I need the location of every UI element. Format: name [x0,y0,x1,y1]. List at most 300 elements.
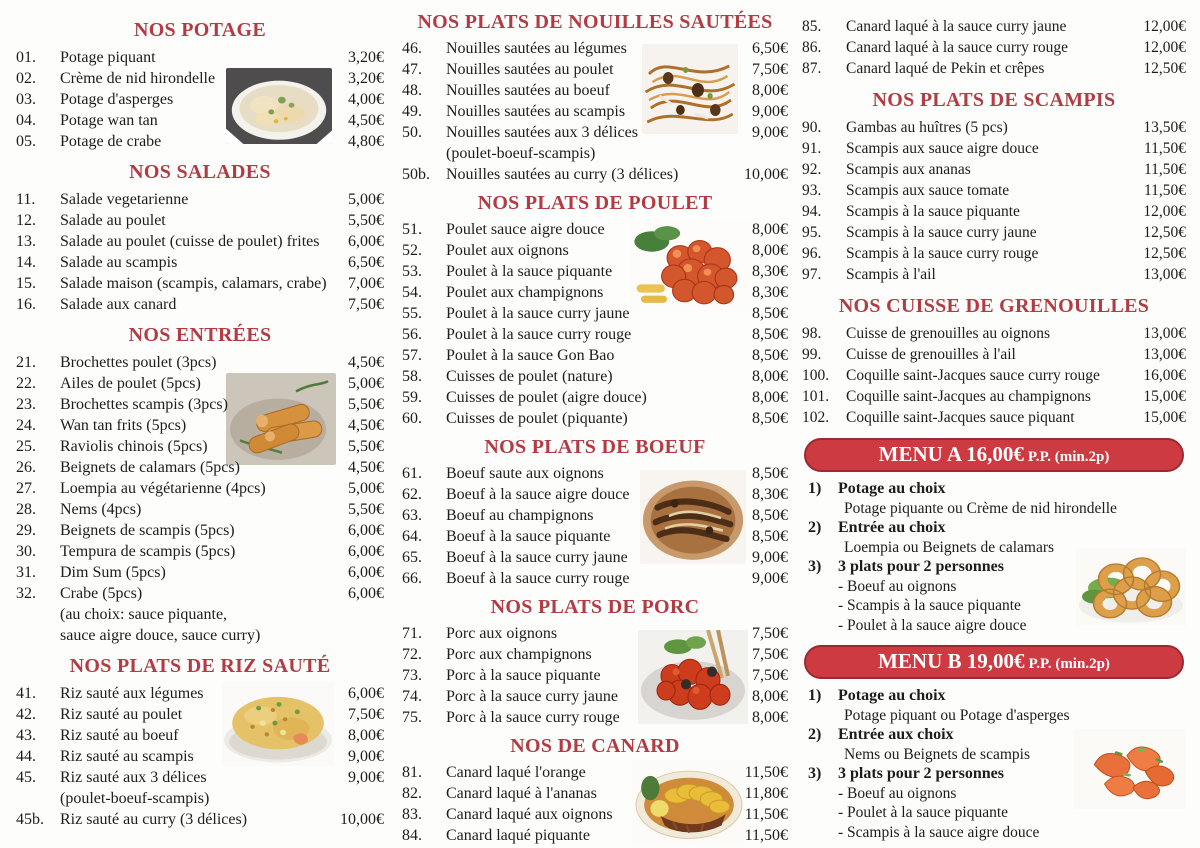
item-price: 4,80€ [348,133,384,150]
item-price: 4,00€ [348,91,384,108]
item-number: 45b. [16,811,44,828]
item-number: 27. [16,480,36,497]
item-price: 9,00€ [752,549,788,566]
item-number: 97. [802,266,822,283]
item-number: 98. [802,325,822,342]
item-price: 5,00€ [348,191,384,208]
item-number: 58. [402,368,422,385]
menu-entry-line: Nems ou Beignets de scampis [844,745,1030,763]
section-title: NOS PLATS DE SCAMPIS [872,89,1116,111]
menu-item [16,704,384,725]
section-nos-plats-de-nouilles-sautees [402,11,788,185]
item-number: 52. [402,242,422,259]
item-number: 57. [402,347,422,364]
menu-entry-title: Entrée aux choix [838,726,954,743]
item-name: Salade vegetarienne [60,191,189,208]
item-number: 55. [402,305,422,322]
item-price: 7,50€ [752,61,788,78]
menu-item [402,526,788,547]
item-price: 11,50€ [1143,161,1186,178]
menu-item [802,407,1186,428]
menu-entry-line: Loempia ou Beignets de calamars [844,538,1055,556]
item-number: 28. [16,501,36,518]
section-title: NOS POTAGE [133,19,267,41]
section-menu-a [802,438,1186,635]
menu-entry [802,764,1186,784]
item-name: Canard laqué aux oignons [446,806,613,823]
item-number: 44. [16,748,36,765]
item-number: 101. [802,388,830,405]
item-name: Nouilles sautées aux 3 délices [446,124,638,141]
item-number: 90. [802,119,822,136]
item-price: 5,50€ [348,212,384,229]
item-price: 6,00€ [348,685,384,702]
item-number: 11. [16,191,36,208]
section-nos-plats-de-porc [402,596,788,728]
item-name: Cuisses de poulet (aigre douce) [446,389,647,406]
menu-item [16,746,384,767]
menu-column [796,0,1200,848]
item-name: Poulet à la sauce curry jaune [446,305,630,322]
item-name: Salade au poulet [60,212,166,229]
menu-item [402,408,788,429]
item-price: 8,00€ [348,727,384,744]
item-price: 9,00€ [348,748,384,765]
item-number: 50b. [402,166,430,183]
menu-entry-title: Entrée au choix [838,519,946,536]
menu-item [402,825,788,846]
item-number: 50. [402,124,422,141]
menu-item [402,463,788,484]
menu-entry [802,479,1186,499]
item-number: 23. [16,396,36,413]
menu-entry-number: 1) [808,480,822,497]
section-nos-entrees [16,324,384,646]
item-price: 15,00€ [1143,388,1186,405]
item-number: 95. [802,224,822,241]
item-price: 12,50€ [1143,224,1186,241]
item-name: Porc à la sauce piquante [446,667,601,684]
item-price: 10,00€ [340,811,384,828]
menu-item [16,47,384,68]
item-name: Riz sauté aux légumes [60,685,204,702]
item-price: 7,00€ [348,275,384,292]
item-name: Tempura de scampis (5pcs) [60,543,236,560]
menu-item [16,394,384,415]
item-price: 8,50€ [752,465,788,482]
menu-item [402,644,788,665]
item-number: 46. [402,40,422,57]
item-number: 99. [802,346,822,363]
item-price: 4,50€ [348,417,384,434]
item-name: Canard laqué de Pekin et crêpes [846,60,1045,77]
item-number: 05. [16,133,36,150]
item-number: 30. [16,543,36,560]
item-price: 5,50€ [348,438,384,455]
item-number: 48. [402,82,422,99]
item-number: 64. [402,528,422,545]
item-number: 85. [802,18,822,35]
menu-item [402,484,788,505]
menu-entry [802,686,1186,706]
menu-item [402,282,788,303]
menu-item [402,240,788,261]
item-number: 65. [402,549,422,566]
item-name: Coquille saint-Jacques sauce curry rouge [846,367,1100,384]
item-name: Poulet aux champignons [446,284,604,301]
item-price: 4,50€ [348,112,384,129]
menu-item [16,189,384,210]
menu-item [802,16,1186,37]
item-price: 11,50€ [744,806,788,823]
item-number: 66. [402,570,422,587]
menu-item [802,180,1186,201]
section-title: NOS PLATS DE BOEUF [484,436,706,458]
item-price: 12,50€ [1143,245,1186,262]
menu-item [16,415,384,436]
item-name: Coquille saint-Jacques au champignons [846,388,1091,405]
item-price: 11,50€ [1143,182,1186,199]
item-number: 14. [16,254,36,271]
menu-item [402,164,788,185]
item-price: 9,00€ [752,103,788,120]
item-name: Poulet sauce aigre douce [446,221,605,238]
item-price: 10,00€ [744,166,788,183]
menu-entry-title: Potage au choix [838,687,946,704]
item-number: 22. [16,375,36,392]
item-name: Scampis à la sauce curry rouge [846,245,1039,262]
menu-banner-title: MENU A 16,00€ [878,442,1024,466]
section-nos-plats-de-poulet [402,192,788,429]
item-price: 3,20€ [348,49,384,66]
menu-banner-suffix: P.P. (min.2p) [1027,449,1110,465]
item-number: 59. [402,389,422,406]
item-price: 9,00€ [752,570,788,587]
item-number: 100. [802,367,830,384]
menu-item [402,387,788,408]
menu-banner-suffix: P.P. (min.2p) [1028,656,1110,672]
item-number: 82. [402,785,422,802]
menu-item [16,457,384,478]
menu-item [16,110,384,131]
item-name: Gambas au huîtres (5 pcs) [846,119,1008,136]
item-name: Scampis aux ananas [846,161,971,178]
item-name: Raviolis chinois (5pcs) [60,438,208,455]
menu-entry-title: Potage au choix [838,480,946,497]
item-price: 6,00€ [348,543,384,560]
menu-item [402,219,788,240]
item-price: 8,50€ [752,305,788,322]
menu-item [802,58,1186,79]
item-name: Riz sauté au curry (3 délices) [60,811,248,828]
item-name: Nouilles sautées au curry (3 délices) [446,166,679,183]
item-name: Canard laqué à la sauce curry rouge [846,39,1069,56]
item-number: 94. [802,203,822,220]
menu-entry-number: 3) [808,765,822,782]
item-note: (poulet-boeuf-scampis) [60,790,210,807]
item-number: 54. [402,284,422,301]
item-name: Riz sauté au poulet [60,706,183,723]
menu-item [802,37,1186,58]
item-price: 13,00€ [1143,346,1186,363]
item-number: 49. [402,103,422,120]
item-number: 72. [402,646,422,663]
menu-entry-line: - Boeuf au oignons [838,784,957,802]
item-name: Boeuf à la sauce aigre douce [446,486,630,503]
section-title: NOS PLATS DE POULET [477,192,713,214]
section-nos-potage [16,19,384,152]
item-price: 6,00€ [348,233,384,250]
menu-item [802,138,1186,159]
menu-item [402,804,788,825]
item-name: Canard laqué piquante [446,827,590,844]
item-number: 63. [402,507,422,524]
item-price: 11,80€ [744,785,788,802]
menu-item [402,366,788,387]
menu-item [16,478,384,499]
item-number: 02. [16,70,36,87]
menu-item [402,324,788,345]
menu-item [802,344,1186,365]
item-number: 16. [16,296,36,313]
menu-entry-number: 2) [808,726,822,743]
item-name: Brochettes scampis (3pcs) [60,396,228,413]
menu-item [802,201,1186,222]
item-number: 12. [16,212,36,229]
section-title: NOS PLATS DE NOUILLES SAUTÉES [417,11,773,33]
section-title: NOS ENTRÉES [128,324,272,346]
item-name: Nouilles sautées au scampis [446,103,626,120]
item-price: 9,00€ [752,124,788,141]
item-name: Porc aux champignons [446,646,592,663]
item-number: 81. [402,764,422,781]
item-name: Potage wan tan [60,112,158,129]
item-number: 56. [402,326,422,343]
item-price: 5,00€ [348,480,384,497]
item-price: 8,50€ [752,528,788,545]
item-name: Cuisses de poulet (piquante) [446,410,628,427]
item-price: 8,30€ [752,284,788,301]
item-number: 04. [16,112,36,129]
menu-entry-title: 3 plats pour 2 personnes [838,765,1004,782]
item-price: 13,00€ [1143,266,1186,283]
item-number: 96. [802,245,822,262]
item-name: Potage de crabe [60,133,162,150]
menu-item [402,345,788,366]
menu-item [402,122,788,143]
menu-item [802,243,1186,264]
item-price: 8,50€ [752,507,788,524]
item-price: 4,50€ [348,354,384,371]
menu-item [16,683,384,704]
item-name: Ailes de poulet (5pcs) [60,375,201,392]
item-number: 87. [802,60,822,77]
menu-item [16,541,384,562]
item-name: Poulet aux oignons [446,242,569,259]
item-number: 32. [16,585,36,602]
item-price: 5,50€ [348,396,384,413]
menu-column [390,0,796,848]
item-name: Potage d'asperges [60,91,174,108]
menu-item [16,373,384,394]
item-price: 6,00€ [348,585,384,602]
item-name: Crème de nid hirondelle [60,70,216,87]
item-number: 84. [402,827,422,844]
menu-banner-title: MENU B 19,00€ [878,649,1025,673]
section-nos-salades [16,161,384,315]
menu-item [16,294,384,315]
menu-item [16,210,384,231]
menu-item [402,762,788,783]
item-number: 01. [16,49,36,66]
section-title: NOS DE CANARD [510,735,680,757]
item-price: 11,50€ [744,827,788,844]
menu-entry-number: 2) [808,519,822,536]
menu-item [402,686,788,707]
menu-item [802,222,1186,243]
menu-item [16,520,384,541]
menu-item [16,809,384,830]
item-name: Beignets de calamars (5pcs) [60,459,240,476]
item-name: Boeuf à la sauce piquante [446,528,611,545]
menu-item [16,767,384,788]
menu-item [402,38,788,59]
item-name: Brochettes poulet (3pcs) [60,354,217,371]
item-name: Nouilles sautées au légumes [446,40,627,57]
item-number: 31. [16,564,36,581]
item-number: 53. [402,263,422,280]
item-number: 41. [16,685,36,702]
menu-entry-line: Potage piquante ou Crème de nid hirondelle [844,499,1117,517]
menu-entry-line: - Scampis à la sauce aigre douce [838,823,1040,841]
item-number: 93. [802,182,822,199]
section-title: NOS PLATS DE RIZ SAUTÉ [69,655,331,677]
menu-item [16,583,384,604]
item-number: 21. [16,354,36,371]
section-nos-plats-de-scampis [802,89,1186,285]
item-name: Porc à la sauce curry rouge [446,709,620,726]
menu-banner [804,645,1184,679]
menu-item [402,568,788,589]
item-name: Boeuf au champignons [446,507,594,524]
item-name: Boeuf à la sauce curry rouge [446,570,630,587]
item-name: Riz sauté au boeuf [60,727,179,744]
menu-item [16,252,384,273]
item-name: Cuisses de poulet (nature) [446,368,613,385]
item-number: 42. [16,706,36,723]
item-name: Boeuf à la sauce curry jaune [446,549,628,566]
item-name: Porc à la sauce curry jaune [446,688,618,705]
item-price: 5,50€ [348,501,384,518]
item-price: 7,50€ [752,625,788,642]
item-name: Salade au scampis [60,254,178,271]
item-name: Dim Sum (5pcs) [60,564,166,581]
item-note: (poulet-boeuf-scampis) [446,145,596,162]
item-price: 15,00€ [1143,409,1186,426]
menu-item [402,101,788,122]
item-name: Canard laqué à la sauce curry jaune [846,18,1067,35]
menu-entry-title: 3 plats pour 2 personnes [838,558,1004,575]
menu-entry-line: Potage piquant ou Potage d'asperges [844,706,1070,724]
item-name: Scampis à la sauce piquante [846,203,1020,220]
item-number: 43. [16,727,36,744]
section-menu-b [802,645,1186,842]
item-name: Nouilles sautées au boeuf [446,82,610,99]
item-price: 6,00€ [348,564,384,581]
item-number: 61. [402,465,422,482]
section-nos-cuisse-de-grenouilles [802,295,1186,428]
menu-entry-number: 3) [808,558,822,575]
menu-entry-line: - Scampis à la sauce piquante [838,597,1021,614]
menu-item [402,623,788,644]
menu-item [402,59,788,80]
item-price: 12,50€ [1143,60,1186,77]
item-price: 3,20€ [348,70,384,87]
menu-entry-number: 1) [808,687,822,704]
item-name: Cuisse de grenouilles au oignons [846,325,1051,342]
item-number: 71. [402,625,422,642]
section-nos-de-canard [402,735,788,846]
item-price: 8,00€ [752,242,788,259]
item-number: 73. [402,667,422,684]
menu-item [16,89,384,110]
item-number: 03. [16,91,36,108]
menu-entry-line: - Poulet à la sauce piquante [838,804,1009,821]
item-price: 12,00€ [1143,18,1186,35]
item-number: 75. [402,709,422,726]
item-number: 86. [802,39,822,56]
item-name: Scampis aux sauce tomate [846,182,1010,199]
item-price: 8,50€ [752,347,788,364]
menu-item [802,323,1186,344]
menu-item [16,68,384,89]
item-name: Loempia au végétarienne (4pcs) [60,480,266,497]
item-name: Riz sauté au scampis [60,748,194,765]
menu-item [402,783,788,804]
menu-item [16,725,384,746]
item-price: 8,00€ [752,221,788,238]
menu-item [802,264,1186,285]
item-number: 51. [402,221,422,238]
item-name: Canard laqué à l'ananas [446,785,597,802]
menu-entry-line: - Boeuf au oignons [838,577,957,595]
item-price: 11,50€ [1143,140,1186,157]
menu-item [402,303,788,324]
item-name: Salade maison (scampis, calamars, crabe) [60,275,327,292]
item-name: Canard laqué l'orange [446,764,586,781]
menu-item [402,80,788,101]
item-number: 74. [402,688,422,705]
section-title: NOS CUISSE DE GRENOUILLES [838,295,1150,317]
item-name: Poulet à la sauce curry rouge [446,326,632,343]
item-price: 8,00€ [752,709,788,726]
item-number: 45. [16,769,36,786]
item-name: Scampis aux sauce aigre douce [846,140,1039,157]
item-price: 8,00€ [752,82,788,99]
item-price: 13,00€ [1143,325,1186,342]
menu-item [16,499,384,520]
item-number: 13. [16,233,36,250]
item-number: 26. [16,459,36,476]
item-name: Boeuf saute aux oignons [446,465,604,482]
menu-entry [802,518,1186,538]
item-name: Salade au poulet (cuisse de poulet) frites [60,233,320,250]
item-name: Nouilles sautées au poulet [446,61,614,78]
item-name: Beignets de scampis (5pcs) [60,522,235,539]
item-name: Poulet à la sauce piquante [446,263,613,280]
menu-item [16,131,384,152]
item-number: 60. [402,410,422,427]
